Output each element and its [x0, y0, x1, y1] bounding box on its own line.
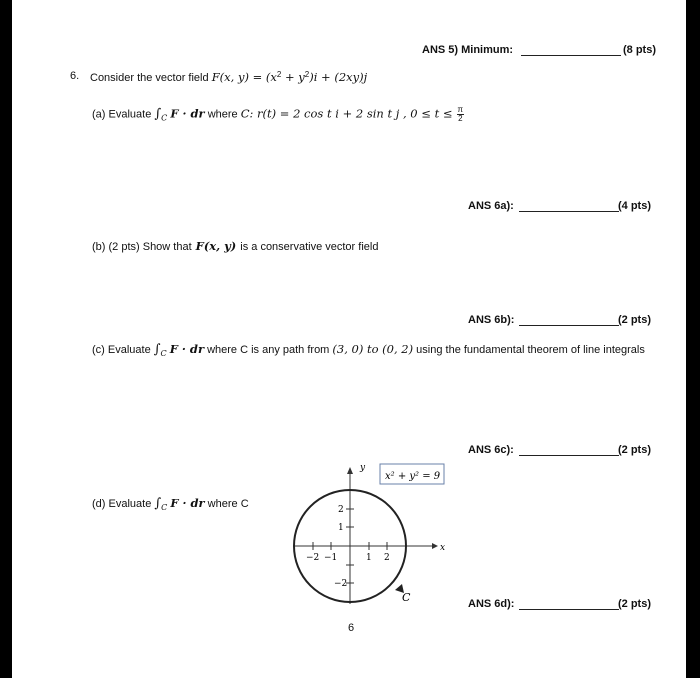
ans6d-blank: [516, 599, 622, 613]
tick-label-x: 1: [366, 553, 372, 563]
ans5-label: ANS 5) Minimum:: [422, 44, 514, 56]
integrand: F · dr: [170, 496, 205, 510]
tick-label-x: 2: [384, 553, 390, 563]
part-b-field: F(x, y): [191, 239, 241, 253]
circle-figure: [282, 456, 452, 606]
vector-field-lhs: F(x, y) = (x: [211, 70, 277, 84]
equation-label: x² + y² = 9: [385, 471, 441, 482]
curve-label: C: [402, 591, 411, 604]
ans6a-points: (4 pts): [618, 200, 651, 212]
part-d-prompt: [92, 496, 249, 512]
question-number: 6.: [70, 70, 80, 82]
part-a-prompt: [92, 106, 464, 123]
exponent: 2: [276, 70, 282, 79]
integral-symbol: ∫: [153, 342, 161, 357]
part-a-where: where: [207, 108, 241, 121]
part-b-text-2: is a conservative vector field: [240, 241, 379, 253]
vector-field-mid: + y: [281, 70, 305, 84]
integrand: F · dr: [170, 106, 205, 121]
ans6a-blank: [516, 201, 622, 215]
ans6d-points: (2 pts): [618, 598, 651, 610]
tick-label-x: −2: [306, 553, 320, 563]
tick-label-y: −2: [334, 579, 348, 589]
integral-subscript: C: [161, 113, 168, 123]
question-6-intro: Consider the vector field: [90, 72, 209, 84]
integrand: F · dr: [169, 342, 205, 356]
integral-symbol: ∫: [154, 496, 162, 511]
x-axis-label: x: [440, 543, 446, 553]
ans6b-label: ANS 6b):: [468, 314, 515, 326]
question-6-stem: [90, 70, 367, 84]
exponent: 2: [304, 70, 310, 79]
ans6b-points: (2 pts): [618, 314, 651, 326]
ans6d-label: ANS 6d):: [468, 598, 515, 610]
integral-subscript: C: [161, 503, 168, 512]
tick-label-y: 2: [338, 505, 344, 515]
document-page: [12, 0, 686, 678]
integral-subscript: C: [160, 349, 167, 358]
part-c-where: where C is any path from: [204, 344, 333, 356]
part-c-rest: using the fundamental theorem of line integrals: [413, 344, 645, 356]
part-c-prompt: [92, 342, 645, 358]
ans6a-label: ANS 6a):: [468, 200, 514, 212]
ans6c-blank: [516, 445, 622, 459]
part-b-text: (b) (2 pts) Show that: [92, 241, 192, 253]
part-d-prefix: (d) Evaluate: [92, 498, 152, 510]
ans5-blank: [518, 45, 624, 59]
x-axis-arrow: [432, 543, 438, 549]
integral-symbol: ∫: [154, 106, 162, 122]
curve-definition: C: r(t) = 2 cos t i + 2 sin t j , 0 ≤ t ≤: [240, 106, 453, 121]
pi-over-two: $\frac{\pi}{2}$: [457, 105, 464, 123]
part-a-prefix: (a) Evaluate: [92, 108, 152, 121]
y-axis-arrow: [347, 467, 353, 474]
ans6b-blank: [516, 315, 622, 329]
part-c-prefix: (c) Evaluate: [92, 344, 151, 356]
path-endpoints: (3, 0) to (0, 2): [332, 342, 414, 356]
page-number: 6: [348, 622, 355, 634]
tick-label-x: −1: [324, 553, 338, 563]
vector-field-rhs: )i + (2xy)j: [309, 70, 368, 84]
tick-label-y: 1: [338, 523, 344, 533]
part-d-where: where C: [204, 498, 249, 510]
part-b-prompt: [92, 239, 378, 253]
ans6c-label: ANS 6c):: [468, 444, 514, 456]
ans5-points: (8 pts): [623, 44, 656, 56]
y-axis-label: y: [360, 463, 366, 473]
ans6c-points: (2 pts): [618, 444, 651, 456]
